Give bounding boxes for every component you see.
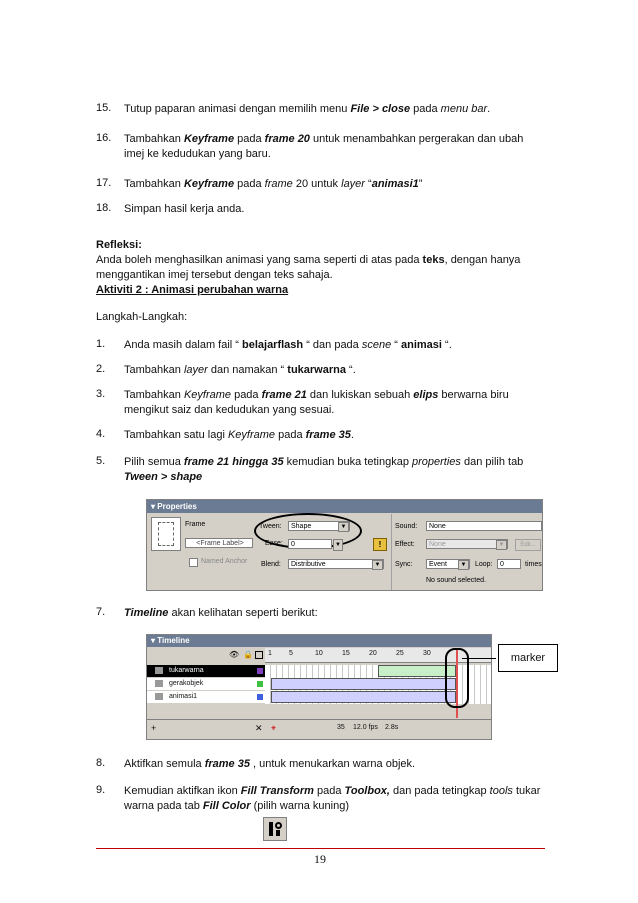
- sync-value: Event: [429, 561, 447, 568]
- ruler-tick: 5: [289, 650, 293, 657]
- properties-panel: [146, 499, 543, 591]
- step-7-text: Timeline akan kelihatan seperti berikut:: [124, 607, 318, 619]
- timeline-toolbar: [147, 719, 491, 738]
- chevron-down-icon: ▼: [496, 540, 507, 550]
- frame-icon: [151, 517, 181, 551]
- marker-callout: marker: [498, 644, 558, 672]
- ease-input[interactable]: 0: [288, 539, 332, 549]
- ruler-tick: 30: [423, 650, 431, 657]
- times-label: times: [525, 561, 542, 568]
- timeline-title: Timeline: [157, 636, 190, 645]
- tween-label: Tween:: [259, 523, 282, 530]
- blend-label: Blend:: [261, 561, 281, 568]
- step-16-text: Tambahkan Keyframe pada frame 20 untuk menambahkan pergerakan dan ubah imej ke kedudukan yang baru.: [124, 133, 524, 160]
- chevron-down-icon: ▼: [458, 560, 469, 570]
- step-16-number: 16.: [96, 132, 112, 144]
- layer-row-animasi1[interactable]: [147, 691, 265, 703]
- elapsed-time: 2.8s: [385, 724, 399, 731]
- marker-leader-line: [462, 658, 496, 659]
- layer-color-swatch: [257, 694, 263, 700]
- outline-icon[interactable]: [255, 651, 263, 659]
- named-anchor-label: Named Anchor: [201, 558, 248, 565]
- effect-value: None: [429, 541, 446, 548]
- step-3-number: 3.: [96, 388, 106, 400]
- motion-tween-span-gerakobjek[interactable]: [271, 678, 456, 690]
- blend-value: Distributive: [291, 561, 326, 568]
- refleksi-text: Anda boleh menghasilkan animasi yang sama seperti di atas pada teks, dengan hanya menggantikan imej tersebut dengan teks sahaja.: [96, 254, 521, 281]
- sound-select[interactable]: None: [426, 521, 542, 531]
- layer-icon: [155, 667, 163, 674]
- motion-tween-span-animasi1[interactable]: [271, 691, 456, 703]
- frame-label: Frame: [185, 521, 206, 528]
- step-2-text: Tambahkan layer dan namakan “ tukarwarna “.: [124, 364, 356, 376]
- effect-select[interactable]: [426, 539, 508, 549]
- step-8-text: Aktifkan semula frame 35 , untuk menukarkan warna objek.: [124, 758, 416, 770]
- current-frame: 35: [337, 724, 345, 731]
- ruler-tick: 1: [268, 650, 272, 657]
- chevron-down-icon: ▼: [338, 522, 349, 532]
- step-18-number: 18.: [96, 202, 112, 214]
- properties-titlebar[interactable]: ▾ Properties: [147, 500, 542, 513]
- frame-rate: 12.0 fps: [353, 724, 378, 731]
- edit-button[interactable]: Edit...: [515, 539, 541, 551]
- warning-icon[interactable]: !: [373, 538, 387, 551]
- sync-label: Sync:: [395, 561, 413, 568]
- ruler-tick: 20: [369, 650, 377, 657]
- layer-color-swatch: [257, 681, 263, 687]
- footer-rule: [96, 848, 545, 849]
- marker-highlight: [445, 648, 469, 708]
- center-frame-icon[interactable]: ⌖: [271, 723, 277, 733]
- refleksi-heading: Refleksi:: [96, 239, 142, 251]
- divider: [391, 514, 392, 590]
- no-sound-text: No sound selected.: [426, 577, 486, 584]
- step-1-text: Anda masih dalam fail “ belajarflash “ dan pada scene “ animasi “.: [124, 339, 452, 351]
- named-anchor-checkbox[interactable]: [189, 558, 198, 567]
- layer-row-gerakobjek[interactable]: [147, 678, 265, 690]
- timeline-titlebar[interactable]: ▾ Timeline: [147, 635, 491, 647]
- page-number: 19: [314, 852, 326, 866]
- chevron-down-icon: ▼: [372, 560, 383, 570]
- step-3-text: Tambahkan Keyframe pada frame 21 dan lukiskan sebuah elips berwarna biru mengikut saiz dan kedudukan yang sesuai.: [124, 389, 509, 416]
- frame-label-input[interactable]: <Frame Label>: [185, 538, 253, 548]
- eye-icon[interactable]: 👁: [229, 650, 240, 659]
- properties-title: Properties: [157, 502, 197, 511]
- ruler-tick: 15: [342, 650, 350, 657]
- step-1-number: 1.: [96, 338, 106, 350]
- step-9-text: Kemudian aktifkan ikon Fill Transform pada Toolbox, dan pada tetingkap tools tukar warna pada tab Fill Color (pilih warna kuning): [124, 785, 541, 812]
- layer-color-swatch: [257, 668, 263, 674]
- step-4-text: Tambahkan satu lagi Keyframe pada frame 35.: [124, 429, 354, 441]
- step-15-number: 15.: [96, 102, 112, 114]
- add-layer-icon[interactable]: +: [151, 723, 157, 733]
- step-2-number: 2.: [96, 363, 106, 375]
- ruler-tick: 25: [396, 650, 404, 657]
- aktiviti-heading: Aktiviti 2 : Animasi perubahan warna: [96, 284, 289, 296]
- fill-transform-icon: [263, 817, 287, 841]
- blend-select[interactable]: [288, 559, 384, 569]
- layer-name: gerakobjek: [169, 680, 204, 687]
- tween-value: Shape: [291, 523, 312, 530]
- step-7-number: 7.: [96, 606, 106, 618]
- effect-label: Effect:: [395, 541, 415, 548]
- loop-input[interactable]: 0: [497, 559, 521, 569]
- layer-icon: [155, 693, 163, 700]
- step-17-text: Tambahkan Keyframe pada frame 20 untuk layer “animasi1”: [124, 178, 423, 190]
- step-17-number: 17.: [96, 177, 112, 189]
- step-18-text: Simpan hasil kerja anda.: [124, 203, 245, 215]
- layer-row-tukarwarna[interactable]: [147, 665, 265, 677]
- sound-label: Sound:: [395, 523, 418, 530]
- ruler-tick: 10: [315, 650, 323, 657]
- layer-name: animasi1: [169, 693, 198, 700]
- layer-name: tukarwarna: [169, 667, 204, 674]
- step-5-text: Pilih semua frame 21 hingga 35 kemudian buka tetingkap properties dan pilih tab Tween > shape: [124, 456, 524, 483]
- timeline-panel: [146, 634, 492, 740]
- step-8-number: 8.: [96, 757, 106, 769]
- sync-select[interactable]: [426, 559, 470, 569]
- step-4-number: 4.: [96, 428, 106, 440]
- ease-label: Ease:: [265, 540, 283, 547]
- trash-icon[interactable]: ✕: [255, 723, 263, 733]
- layer-icon: [155, 680, 163, 687]
- step-15-text: Tutup paparan animasi dengan memilih menu File > close pada menu bar.: [124, 103, 491, 115]
- lock-icon[interactable]: 🔒: [243, 650, 253, 659]
- loop-label: Loop:: [475, 561, 493, 568]
- ease-slider-icon[interactable]: ▼: [333, 539, 343, 551]
- step-5-number: 5.: [96, 455, 106, 467]
- step-9-number: 9.: [96, 784, 106, 796]
- langkah-heading: Langkah-Langkah:: [96, 311, 188, 323]
